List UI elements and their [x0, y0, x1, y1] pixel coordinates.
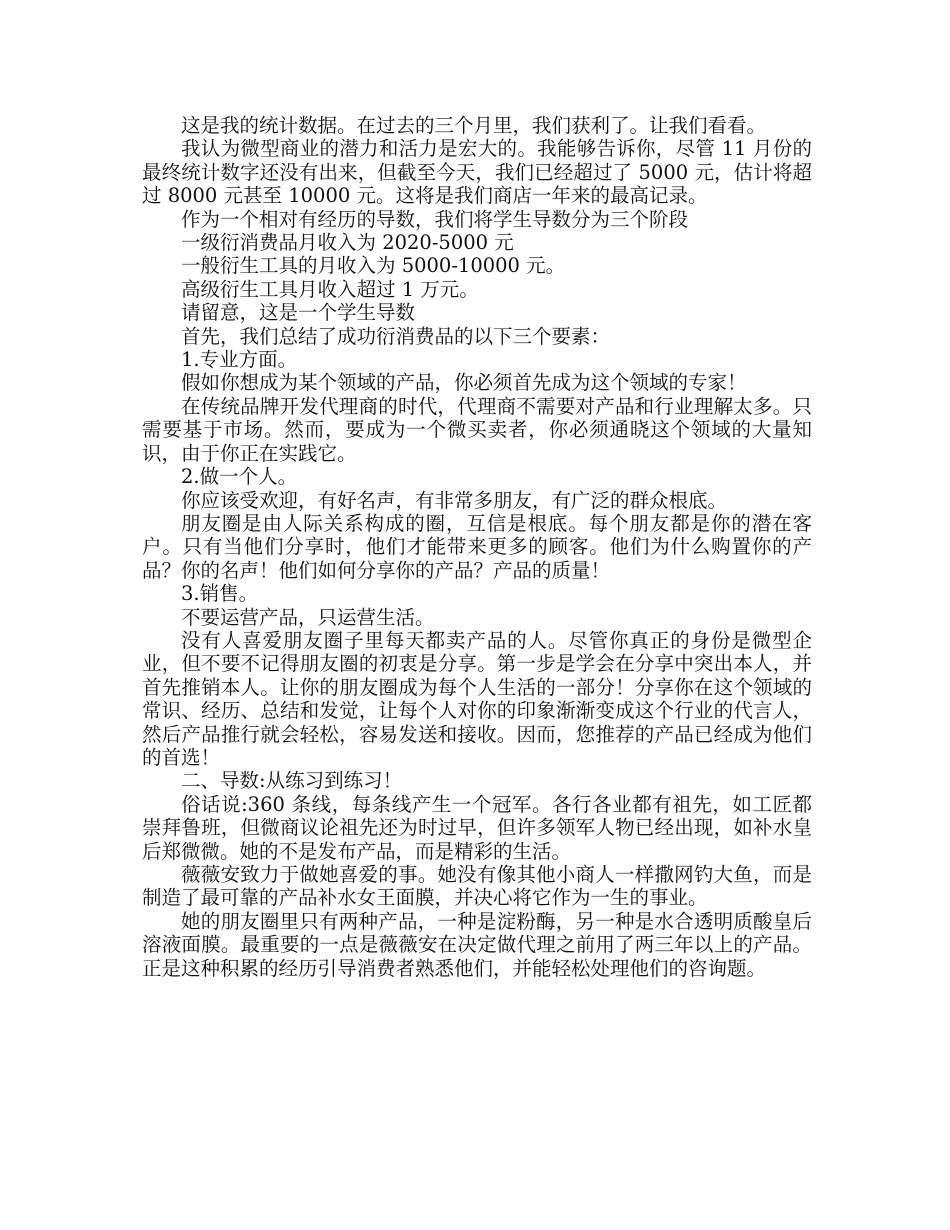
section-heading: 二、导数:从练习到练习！	[181, 769, 403, 793]
section-heading: 3.销售。	[181, 582, 259, 606]
paragraph: 在传统品牌开发代理商的时代，代理商不需要对产品和行业理解太多。只需要基于市场。然而，要成为一个微买卖者，你必须通晓这个领域的大量知识，由于你正在实践它。	[142, 394, 812, 465]
paragraph: 一般衍生工具的月收入为 5000-10000 元。	[181, 254, 566, 278]
section-heading: 2.做一个人。	[181, 465, 298, 489]
paragraph: 这是我的统计数据。在过去的三个月里，我们获利了。让我们看看。	[181, 114, 767, 137]
paragraph: 首先，我们总结了成功衍消费品的以下三个要素：	[181, 324, 611, 348]
paragraph: 高级衍生工具月收入超过 1 万元。	[181, 277, 479, 301]
paragraph: 朋友圈是由人际关系构成的圈，互信是根底。每个朋友都是你的潜在客户。只有当他们分享时，他们才能带来更多的顾客。他们为什么购置你的产品？你的名声！他们如何分享你的产品？产品的质量！	[142, 511, 812, 582]
paragraph: 俗话说:360 条线，每条线产生一个冠军。各行各业都有祖先，如工匠都崇拜鲁班，但微商议论祖先还为时过早，但许多领军人物已经出现，如补水皇后郑微微。她的不是发布产品，而是精彩的生活。	[142, 792, 812, 863]
paragraph: 不要运营产品，只运营生活。	[181, 605, 435, 629]
section-heading: 1.专业方面。	[181, 348, 298, 372]
document-body	[142, 114, 812, 980]
paragraph: 你应该受欢迎，有好名声，有非常多朋友，有广泛的群众根底。	[181, 488, 728, 512]
paragraph: 假如你想成为某个领域的产品，你必须首先成为这个领域的专家！	[181, 371, 747, 395]
paragraph: 请留意，这是一个学生导数	[181, 301, 416, 325]
paragraph: 我认为微型商业的潜力和活力是宏大的。我能够告诉你，尽管 11 月份的最终统计数字还没有出来，但截至今天，我们已经超过了 5000 元，估计将超过 8000 元甚至 10000 元。这将是我们商店一年来的最高记录。	[142, 137, 812, 208]
paragraph: 没有人喜爱朋友圈子里每天都卖产品的人。尽管你真正的身份是微型企业，但不要不记得朋友圈的初衷是分享。第一步是学会在分享中突出本人，并首先推销本人。让你的朋友圈成为每个人生活的一部分！分享你在这个领域的常识、经历、总结和发觉，让每个人对你的印象渐渐变成这个行业的代言人，然后产品推行就会轻松，容易发送和接收。因而，您推荐的产品已经成为他们的首选！	[142, 628, 812, 769]
paragraph: 薇薇安致力于做她喜爱的事。她没有像其他小商人一样撒网钓大鱼，而是制造了最可靠的产品补水女王面膜，并决心将它作为一生的事业。	[142, 863, 812, 910]
paragraph: 她的朋友圈里只有两种产品，一种是淀粉酶，另一种是水合透明质酸皇后溶液面膜。最重要的一点是薇薇安在决定做代理之前用了两三年以上的产品。正是这种积累的经历引导消费者熟悉他们，并能轻松处理他们的咨询题。	[142, 909, 812, 980]
paragraph: 一级衍消费品月收入为 2020-5000 元	[181, 231, 514, 255]
paragraph: 作为一个相对有经历的导数，我们将学生导数分为三个阶段	[181, 207, 689, 231]
